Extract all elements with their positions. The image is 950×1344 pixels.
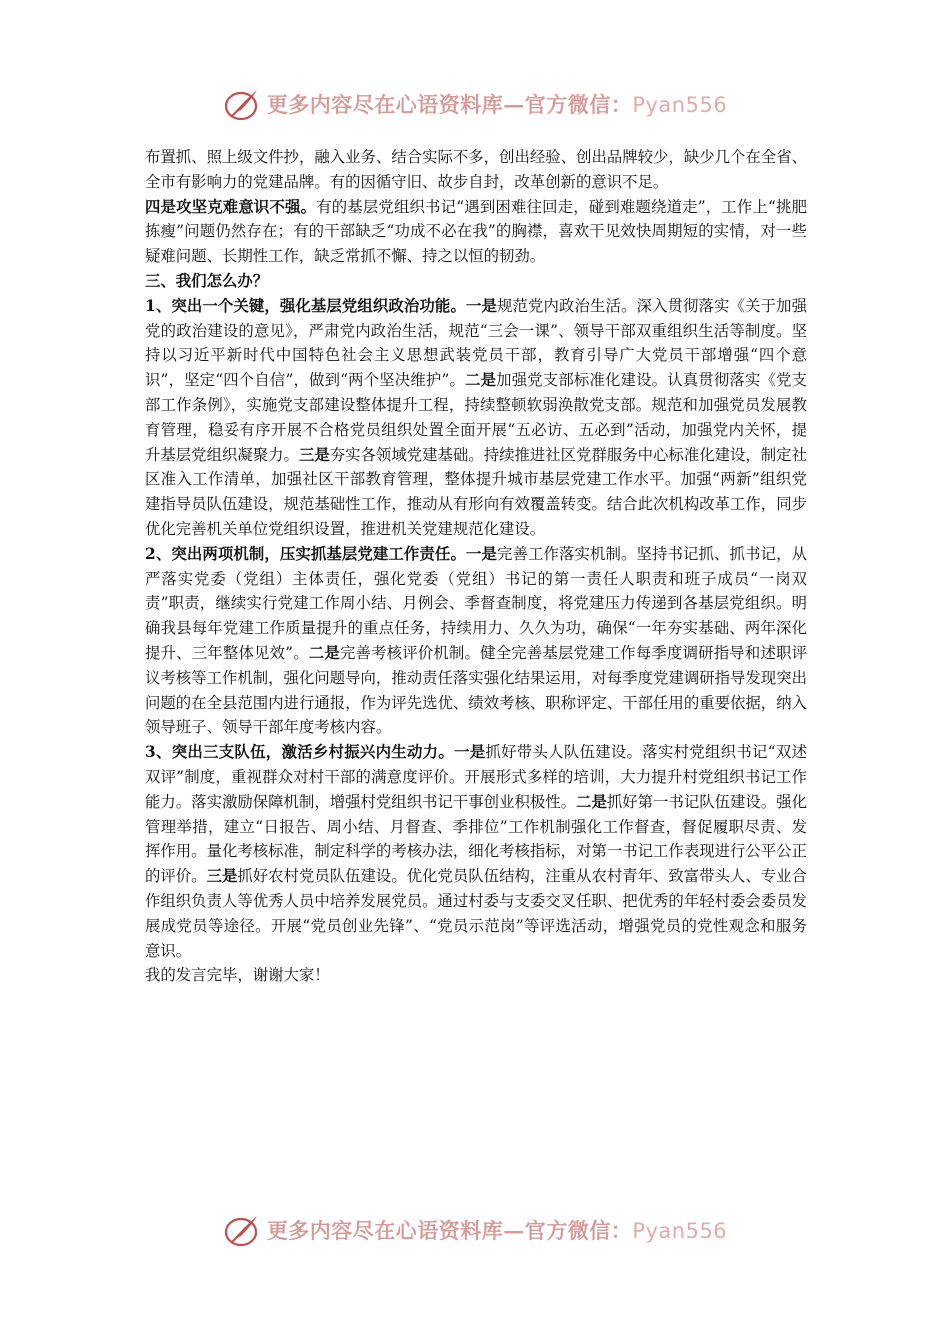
- bold-text: 二是: [465, 371, 497, 390]
- body-text: 规范党内政治生活。深入贯彻落实《关于加强党的政治建设的意见》，严肃党内政治生活，规范“三会一课”、领导干部双重组织生活等制度。坚持以习近平新时代中国特色社会主义思想武装党员干部，教育引导广大党员干部增强“四个意识”，坚定“四个自信”，做到“两个坚决维护”。: [145, 296, 807, 390]
- paragraph: [145, 740, 807, 963]
- footer-watermark: [0, 1210, 950, 1250]
- body-text: 有的基层党组织书记“遇到困难往回走，碰到难题绕道走”，工作上“挑肥拣瘦”问题仍然存在；有的干部缺乏“功成不必在我”的胸襟，喜欢干见效快周期短的实情，对一些疑难问题、长期性工作，缺乏常抓不懈、持之以恒的韧劲。: [145, 197, 807, 266]
- body-text: 完善工作落实机制。坚持书记抓、抓书记，从严落实党委（党组）主体责任，强化党委（党组）书记的第一责任人职责和班子成员“一岗双责”职责，继续实行党建工作周小结、月例会、季督查制度，将党建压力传递到各基层党组织。明确我县每年党建工作质量提升的重点任务，持续用力、久久为功，确保“一年夯实基础、两年深化提升、三年整体见效”。: [145, 544, 807, 662]
- bold-text: 二是: [308, 643, 340, 662]
- watermark-text-latin: Pyan556: [632, 1219, 728, 1243]
- paragraph: [145, 269, 807, 294]
- bold-text: 二是: [576, 792, 607, 811]
- paragraph: [145, 542, 807, 740]
- body-text: 抓好带头人队伍建设。落实村党组织书记“双述双评”制度，重视群众对村干部的满意度评价。开展形式多样的培训，大力提升村党组织书记工作能力。落实激励保障机制，增强村党组织书记干事创业积极性。: [145, 743, 807, 811]
- body-text: 我的发言完毕，谢谢大家！: [145, 966, 330, 985]
- bold-text: 1、突出一个关键，强化基层党组织政治功能。: [145, 296, 466, 315]
- paragraph: [145, 195, 807, 269]
- paragraph: [145, 963, 807, 988]
- paragraph: [145, 145, 807, 195]
- bold-text: 三是: [298, 445, 330, 464]
- quill-pen-logo-icon: [223, 1210, 263, 1250]
- body-text: 夯实各领域党建基础。持续推进社区党群服务中心标准化建设，制定社区准入工作清单，加强社区干部教育管理，整体提升城市基层党建工作水平。加强“两新”组织党建指导员队伍建设，规范基础性工作，推动从有形向有效覆盖转变。结合此次机构改革工作，同步优化完善机关单位党组织设置，推进机关党建规范化建设。: [145, 445, 807, 538]
- bold-text: 一是: [454, 743, 486, 762]
- bold-text: 2、突出两项机制，压实抓基层党建工作责任。: [145, 544, 466, 563]
- body-text: 抓好第一书记队伍建设。强化管理举措，建立“日报告、周小结、月督查、季排位”工作机制强化工作督查，督促履职尽责、发挥作用。量化考核标准，制定科学的考核办法，细化考核指标，对第一书记工作表现进行公平公正的评价。: [145, 792, 807, 886]
- bold-text: 三、我们怎么办？: [145, 271, 269, 290]
- bold-text: 一是: [465, 544, 497, 563]
- bold-text: 四是攻坚克难意识不强。: [145, 197, 317, 216]
- watermark-text: [267, 89, 727, 119]
- body-text: 布置抓、照上级文件抄，融入业务、结合实际不多，创出经验、创出品牌较少，缺少几个在全省、全市有影响力的党建品牌。有的因循守旧、故步自封，改革创新的意识不足。: [145, 148, 807, 191]
- body-text: 抓好农村党员队伍建设。优化党员队伍结构，注重从农村青年、致富带头人、专业合作组织负责人等优秀人员中培养发展党员。通过村委与支委交叉任职、把优秀的年轻村委会委员发展成党员等途径。开展“党员创业先锋”、“党员示范岗”等评选活动，增强党员的党性观念和服务意识。: [145, 867, 807, 960]
- paragraph: [145, 294, 807, 542]
- watermark-text-cn: 更多内容尽在心语资料库—官方微信：: [266, 1218, 633, 1243]
- bold-text: 3、突出三支队伍，激活乡村振兴内生动力。: [145, 743, 455, 762]
- bold-text: 三是: [206, 867, 238, 886]
- body-text: 加强党支部标准化建设。认真贯彻落实《党支部工作条例》，实施党支部建设整体提升工程，持续整顿软弱涣散党支部。规范和加强党员发展教育管理，稳妥有序开展不合格党员组织处置全面开展“五必访、五必到”活动，加强党内关怀，提升基层党组织凝聚力。: [145, 371, 807, 464]
- document-body: [145, 145, 807, 988]
- watermark-text-cn: 更多内容尽在心语资料库—官方微信：: [266, 92, 633, 117]
- body-text: 完善考核评价机制。健全完善基层党建工作每季度调研指导和述职评议考核等工作机制，强化问题导向，推动责任落实强化结果运用，对每季度党建调研指导发现突出问题的在全县范围内进行通报，作为评先选优、绩效考核、职称评定、干部任用的重要依据，纳入领导班子、领导干部年度考核内容。: [145, 643, 807, 737]
- header-watermark: [0, 84, 950, 124]
- watermark-text: [267, 1215, 727, 1245]
- watermark-text-latin: Pyan556: [632, 93, 728, 117]
- bold-text: 一是: [465, 296, 497, 315]
- quill-pen-logo-icon: [223, 84, 263, 124]
